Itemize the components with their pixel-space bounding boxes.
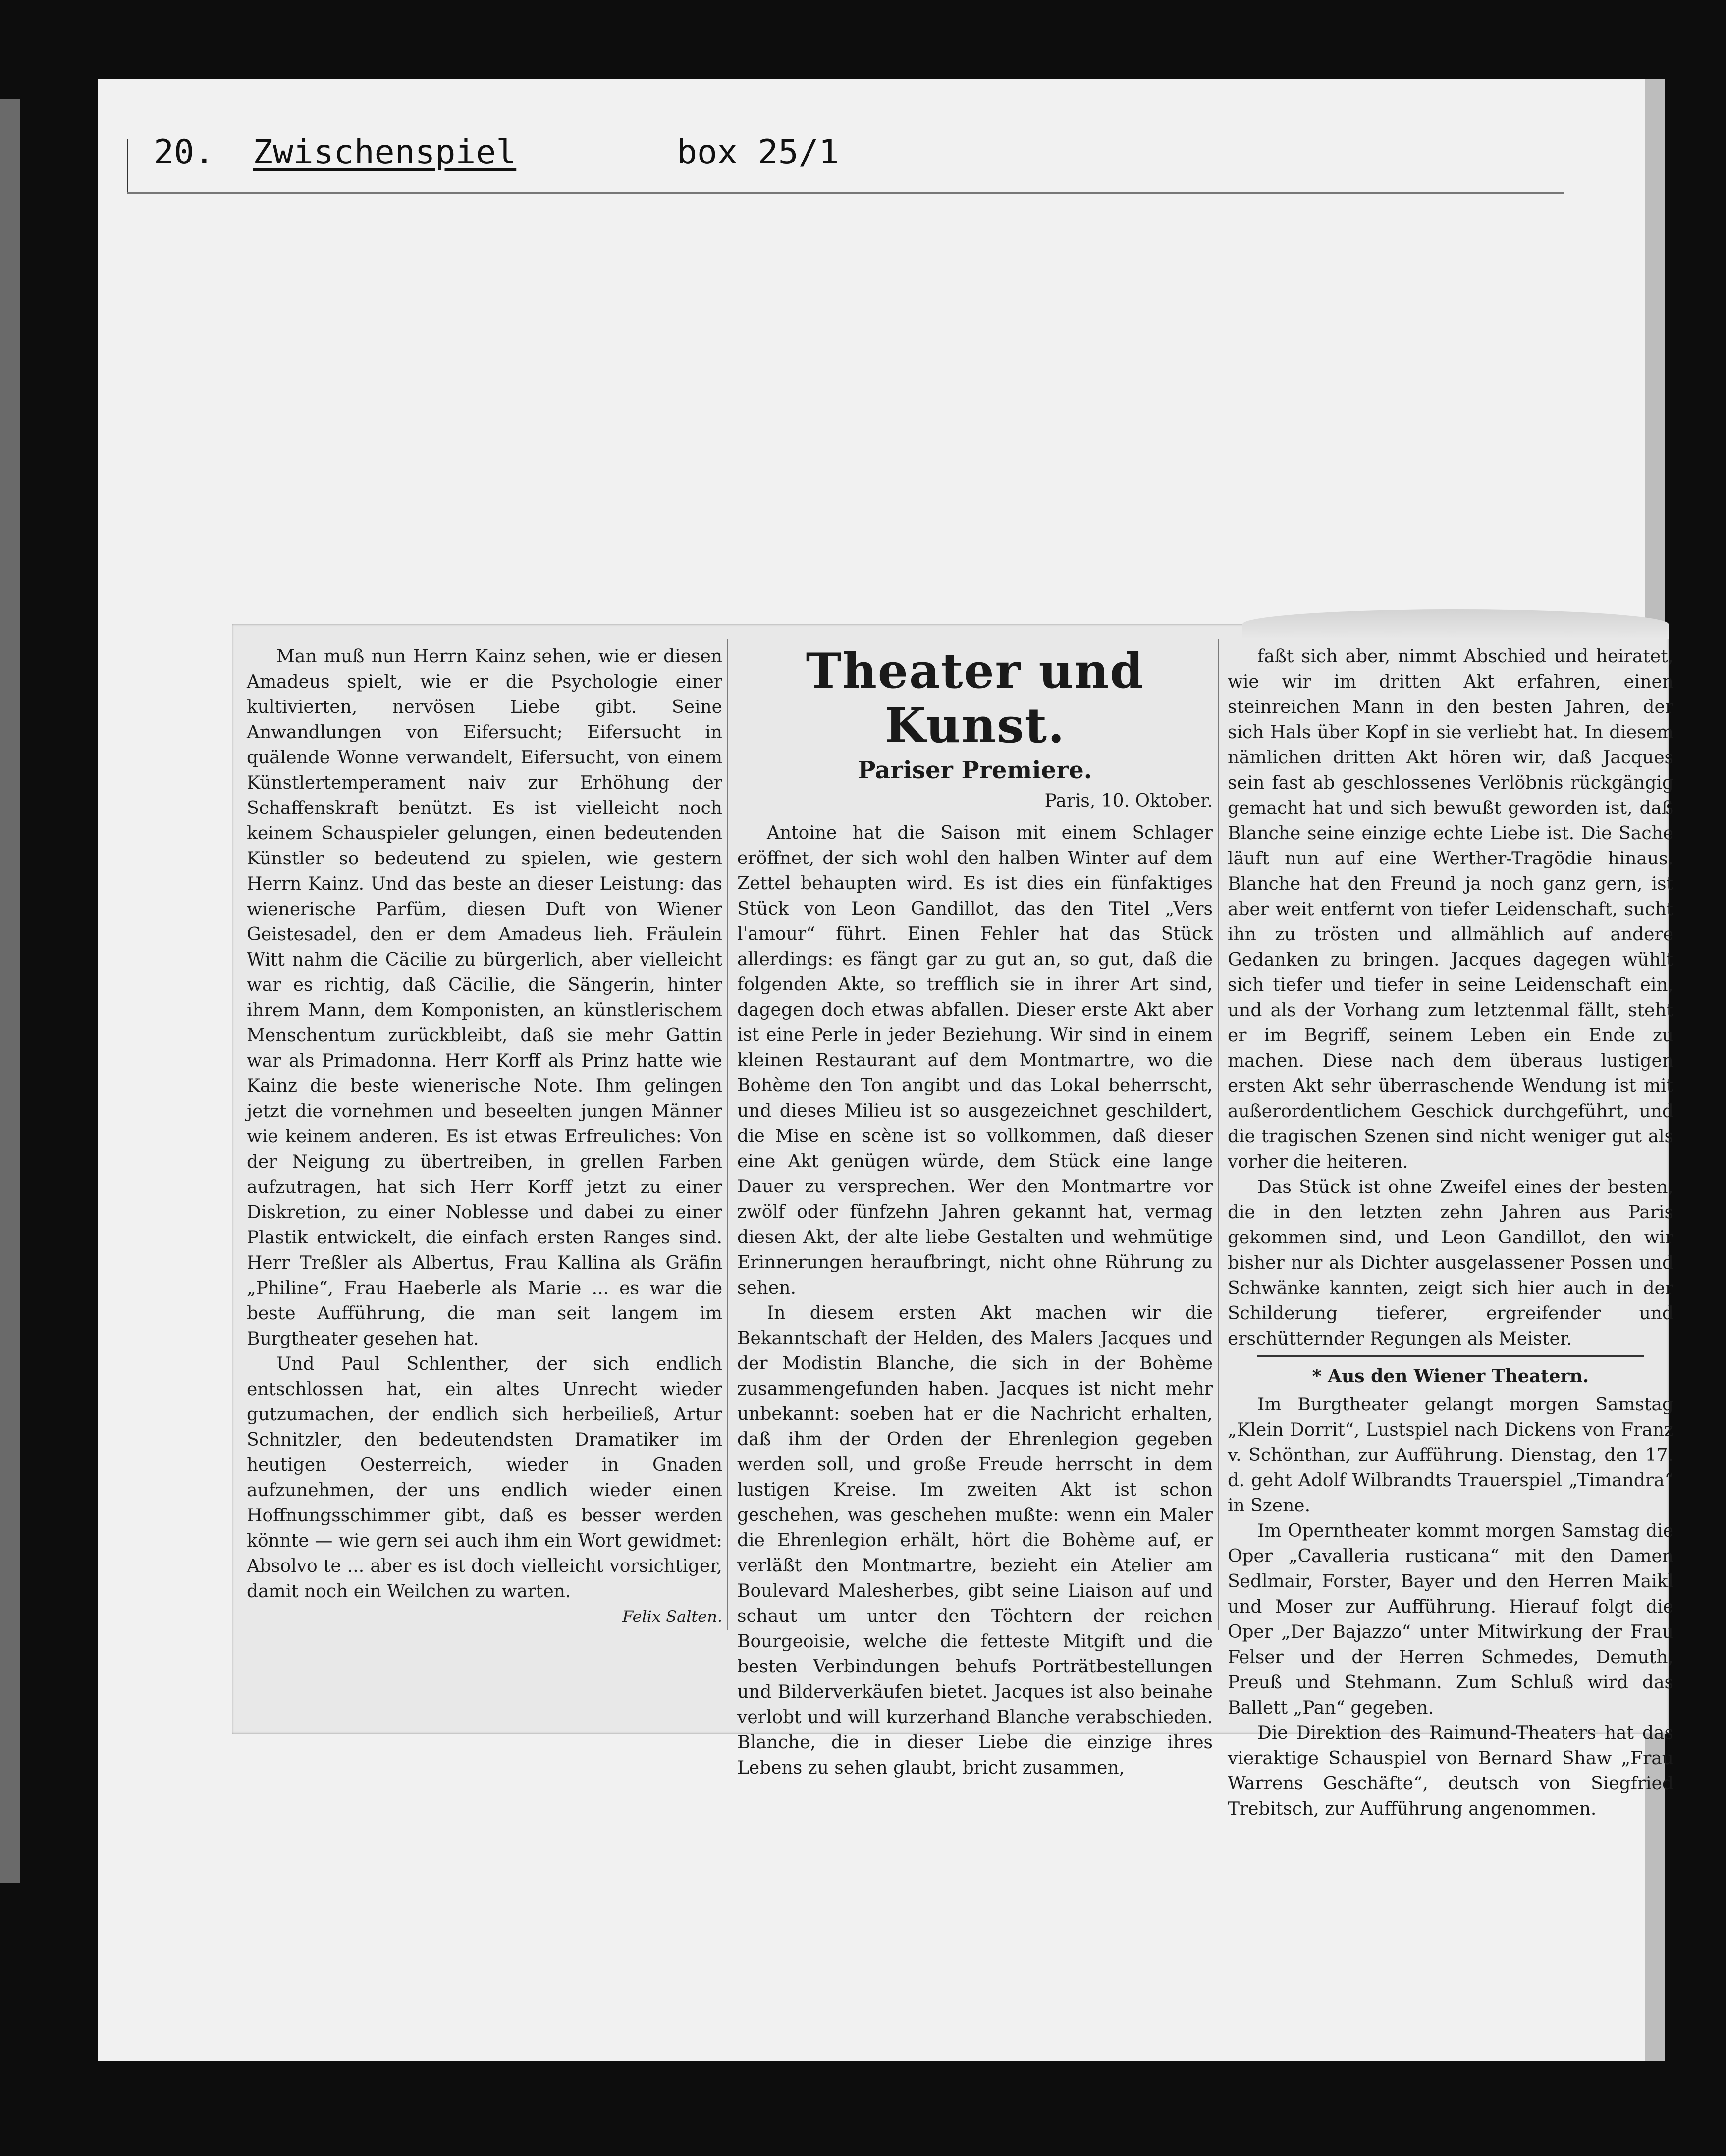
notice: Im Operntheater kommt morgen Samstag die Oper „Cavalleria rusticana“ mit den Damen Sedlmair, Forster, Bayer und den Herren Maikl und Moser zur Aufführung. Hierauf folgt die Oper „Der Bajazzo“ unter Mitwirkung der Frau Felser und der Herren Schmedes, Demuth, Preuß und Stehmann. Zum Schluß wird das Ballett „Pan“ gegeben. (1228, 1521, 1673, 1718)
notice: Die Direktion des Raimund-Theaters hat das vieraktige Schauspiel von Bernard Shaw „Frau Warrens Geschäfte“, deutsch von Siegfried Trebitsch, zur Aufführung angenommen. (1228, 1723, 1673, 1819)
notice-heading: * Aus den Wiener Theatern. (1312, 1366, 1589, 1387)
paragraph: Und Paul Schlenther, der sich endlich entschlossen hat, ein altes Unrecht wieder gutzumachen, der endlich sich herbeiließ, Artur Schnitzler, den bedeutendsten Dramatiker im heutigen Oesterreich, wieder in Gnaden aufzunehmen, der uns endlich wieder einen Hoffnungsschimmer gibt, daß es besser werden könnte — wie gern sei auch ihm ein Wort gewidmet: Absolvo te ... aber es ist doch vielleicht vorsichtiger, damit noch ein Weilchen zu warten. (247, 1354, 722, 1602)
article-heading: Pariser Premiere. (858, 756, 1092, 784)
header-tick (127, 139, 128, 194)
folder-number: 20. (154, 133, 215, 172)
adjacent-page-edge (0, 99, 20, 1883)
author-byline: Felix Salten. (622, 1607, 722, 1626)
paragraph: In diesem ersten Akt machen wir die Bekanntschaft der Helden, des Malers Jacques und der Modistin Blanche, die sich in der Bohème zusammengefunden haben. Jacques ist nicht mehr unbekannt: soeben hat er die Nachricht erhalten, daß ihm der Orden der Ehrenlegion gegeben werden soll, und große Freude herrscht in dem lustigen Kreise. Im zweiten Akt ist schon geschehen, was geschehen mußte: wenn ein Maler die Ehrenlegion erhält, hört die Bohème auf, er verläßt den Montmartre, bezieht ein Atelier am Boulevard Malesherbes, gibt seine Liaison auf und schaut um unter den Töchtern der reichen Bourgeoisie, welche die fetteste Mitgift und die besten Verbindungen behufs Porträtbestellungen und Bilderverkäufen bietet. Jacques ist also beinahe verlobt und will kurzerhand Blanche verabschieden. Blanche, die in dieser Liebe die einzige ihres Lebens zu sehen glaubt, bricht zusammen, (737, 1303, 1213, 1778)
column-divider (1218, 639, 1219, 1630)
newspaper-clipping (232, 624, 1673, 1819)
section-rule (1257, 1355, 1644, 1357)
column-left (247, 644, 722, 1629)
header-rule (127, 192, 1564, 194)
paper-fold-shadow (1242, 609, 1669, 639)
box-label: box 25/1 (677, 133, 839, 172)
paragraph: Man muß nun Herrn Kainz sehen, wie er diesen Amadeus spielt, wie er die Psychologie einer kultivierten, nervösen Liebe gibt. Seine Anwandlungen von Eifersucht; Eifersucht in quälende Wonne verwandelt, Eifersucht, von einem Künstlertemperament naiv zur Erhöhung der Schaffenskraft benützt. Es ist vielleicht noch keinem Schauspieler gelungen, einen bedeutenden Künstler so bedeutend zu spielen, wie gestern Herrn Kainz. Und das beste an dieser Leistung: das wienerische Parfüm, diesen Duft von Wiener Geistesadel, den er dem Amadeus lieh. Fräulein Witt nahm die Cäcilie zu bürgerlich, aber vielleicht war es richtig, daß Cäcilie, die Sängerin, hinter ihrem Mann, dem Komponisten, an künstlerischem Menschentum zurückbleibt, daß sie mehr Gattin war als Primadonna. Herr Korff als Prinz hatte wie Kainz die beste wienerische Note. Ihm gelingen jetzt die vornehmen und beseelten jungen Männer wie keinem anderen. Es ist etwas Erfreuliches: Von der Neigung zu übertreiben, in grellen Farben aufzutragen, hat sich Herr Korff jetzt zu einer Diskretion, zu einer Noblesse und dabei zu einer Plastik entwickelt, die einfach ersten Ranges sind. Herr Treßler als Albertus, Frau Kallina als Gräfin „Philine“, Frau Haeberle als Marie ... es war die beste Aufführung, die man seit langem im Burgtheater gesehen hat. (247, 647, 722, 1349)
paragraph: Das Stück ist ohne Zweifel eines der besten, die in den letzten zehn Jahren aus Paris gekommen sind, und Leon Gandillot, den wir bisher nur als Dichter ausgelassener Possen und Schwänke kannten, zeigt sich hier auch in der Schilderung tieferer, ergreifender und erschütternder Regungen als Meister. (1228, 1177, 1673, 1349)
column-middle (737, 644, 1213, 1780)
folder-title: Zwischenspiel (253, 133, 517, 172)
dateline: Paris, 10. Oktober. (1044, 791, 1213, 811)
column-right (1228, 644, 1673, 1822)
column-divider (727, 639, 728, 1630)
paragraph: Antoine hat die Saison mit einem Schlager eröffnet, der sich wohl den halben Winter auf dem Zettel behaupten wird. Es ist dies ein fünfaktiges Stück von Leon Gandillot, das den Titel „Vers l'amour“ führt. Einen Fehler hat das Stück allerdings: es fängt gar zu gut an, so gut, daß die folgenden Akte, so trefflich sie in ihrer Art sind, dagegen doch etwas abfallen. Dieser erste Akt aber ist eine Perle in jeder Beziehung. Wir sind in einem kleinen Restaurant auf dem Montmartre, wo die Bohème den Ton angibt und das Lokal beherrscht, und dieses Milieu ist so ausgezeichnet geschildert, die Mise en scène ist so vollkommen, daß dieser eine Akt genügen würde, dem Stück eine lange Dauer zu versprechen. Wer den Montmartre vor zwölf oder fünfzehn Jahren gekannt hat, vermag diesen Akt, der alte liebe Gestalten und wehmütige Erinnerungen heraufbringt, nicht ohne Rührung zu sehen. (737, 823, 1213, 1298)
notice: Im Burgtheater gelangt morgen Samstag „Klein Dorrit“, Lustspiel nach Dickens von Franz v. Schönthan, zur Aufführung. Dienstag, den 17. d. geht Adolf Wilbrandts Trauerspiel „Timandra“ in Szene. (1228, 1395, 1673, 1516)
paragraph: faßt sich aber, nimmt Abschied und heiratet, wie wir im dritten Akt erfahren, einen steinreichen Mann in den besten Jahren, der sich Hals über Kopf in sie verliebt hat. In diesem nämlichen dritten Akt hören wir, daß Jacques sein fast ab geschlossenes Verlöbnis rückgängig gemacht hat und sich bewußt geworden ist, daß Blanche seine einzige echte Liebe ist. Die Sache läuft nun auf eine Werther-Tragödie hinaus. Blanche hat den Freund ja noch ganz gern, ist aber weit entfernt von tiefer Leidenschaft, sucht ihn zu trösten und allmählich auf andere Gedanken zu bringen. Jacques dagegen wühlt sich tiefer und tiefer in seine Leidenschaft ein, und als der Vorhang zum letztenmal fällt, steht er im Begriff, seinem Leben ein Ende zu machen. Diese nach dem überaus lustigen ersten Akt sehr überraschende Wendung ist mit außerordentlichem Geschick durchgeführt, und die tragischen Szenen sind nicht weniger gut als vorher die heiteren. (1228, 647, 1673, 1172)
section-title: Theater und Kunst. (806, 643, 1144, 754)
